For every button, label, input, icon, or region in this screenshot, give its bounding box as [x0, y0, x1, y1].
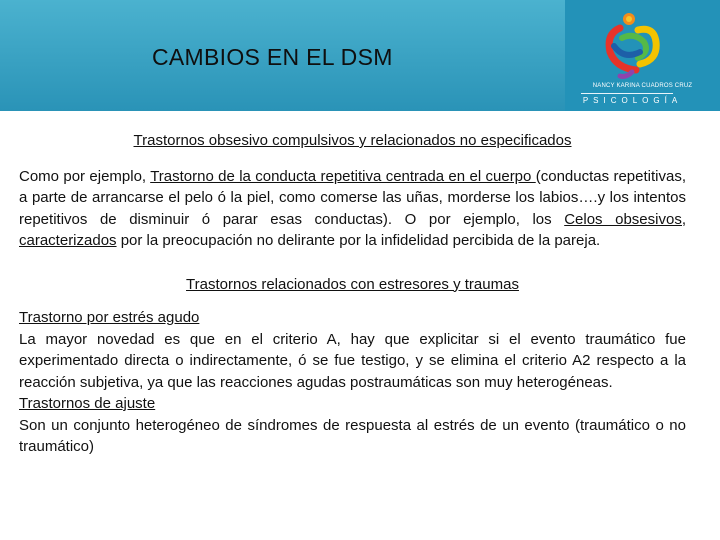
paragraph: La mayor novedad es que en el criterio A, hay que explicitar si el evento traumático fue experimentado directa o indirectamente, ó se fue testigo, y se elimina el criterio A2 respecto a la reacción subjetiva, ya que las reacciones agudas postraumáticas son muy heterogéneas. — [19, 330, 686, 391]
subheading — [19, 307, 686, 329]
section-heading: Trastornos relacionados con estresores y traumas — [186, 275, 519, 293]
subheading-text: Trastornos de ajuste — [19, 395, 156, 412]
logo — [565, 0, 720, 111]
text-run: por la preocupación no delirante por la infidelidad percibida de la pareja. — [116, 232, 601, 249]
paragraph — [19, 166, 686, 252]
logo-name: NANCY KARINA CUADROS CRUZ — [592, 83, 693, 89]
title-band — [0, 0, 565, 111]
underlined-text: Trastorno de la conducta repetitiva centrada en el cuerpo — [150, 167, 536, 185]
text-run: Como por ejemplo, — [19, 167, 151, 185]
slide-title: CAMBIOS EN EL DSM — [152, 44, 393, 70]
logo-tagline: PSICOLOGÍA — [582, 96, 683, 105]
text-run: (conductas repetitivas, a parte de arrancarse el pelo ó la piel, como comerse las uñas, morderse los labios….y los intentos repetitivos de disminuir ó parar esas conductas). O por ejemplo, los — [19, 167, 686, 228]
slide-body — [19, 130, 686, 458]
subheading-text: Trastorno por estrés agudo — [19, 309, 200, 326]
paragraph: Son un conjunto heterogéneo de síndromes de respuesta al estrés de un evento (traumático o no traumático) — [19, 416, 686, 455]
header — [0, 0, 720, 111]
logo-divider — [581, 93, 673, 94]
subheading — [19, 393, 686, 415]
underlined-text: Celos obsesivos, caracterizados — [19, 210, 686, 249]
logo-mark-icon — [592, 8, 692, 82]
section-heading: Trastornos obsesivo compulsivos y relacionados no especificados — [133, 132, 572, 149]
